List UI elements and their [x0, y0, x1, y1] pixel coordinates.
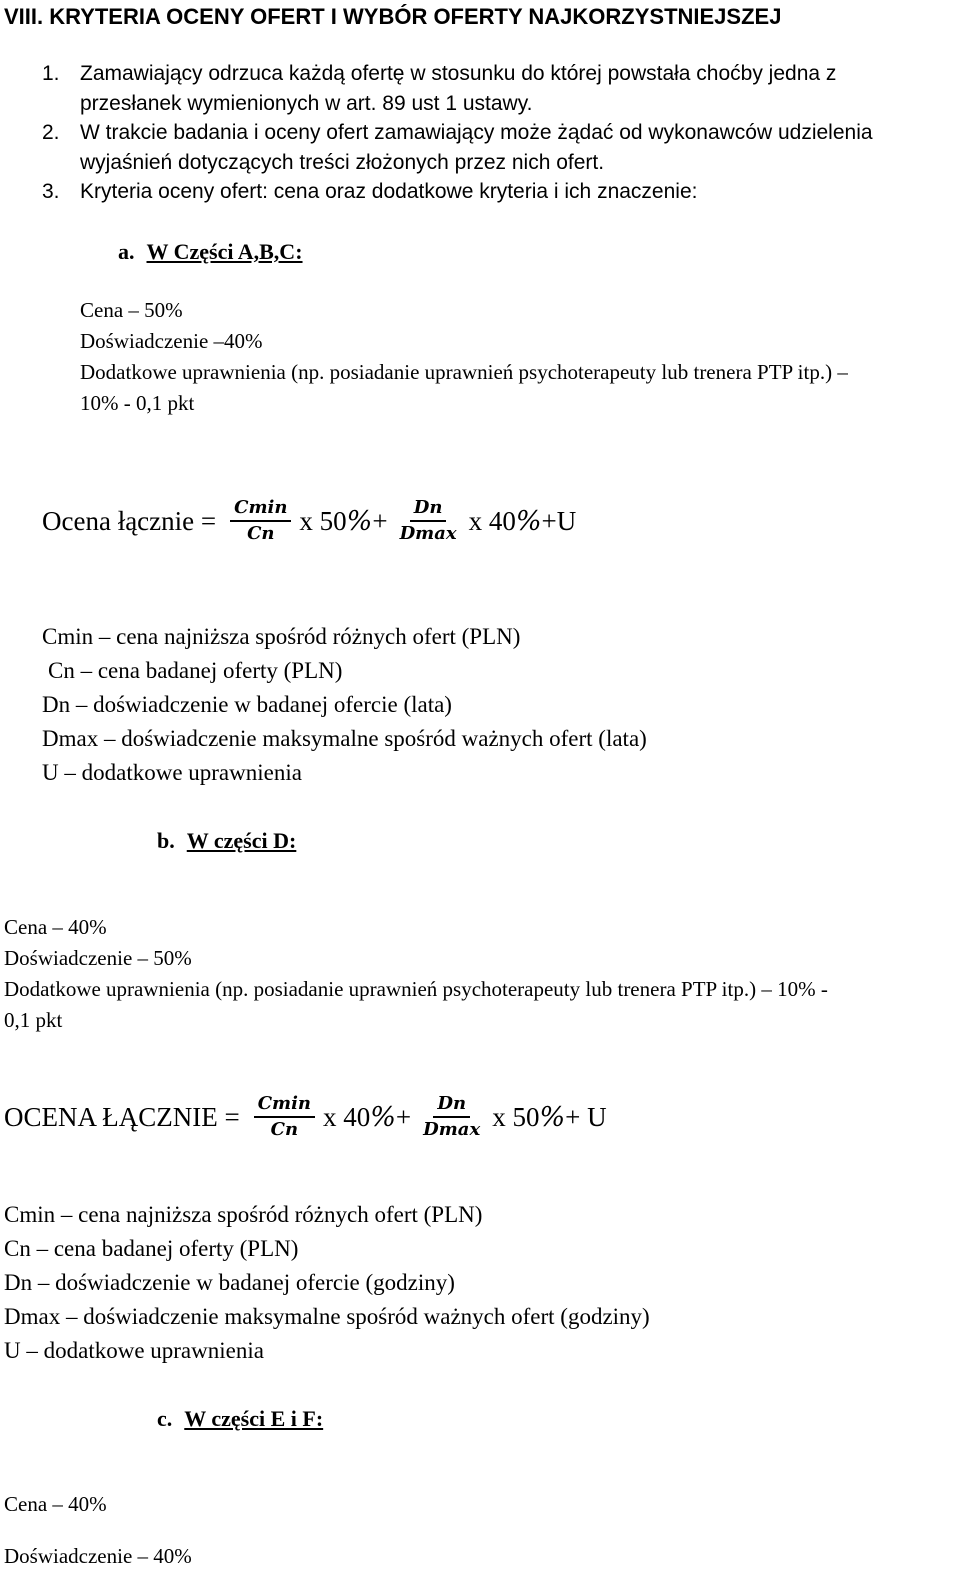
fraction-numerator: Dn — [410, 499, 447, 522]
percent-sign: % — [370, 1101, 396, 1133]
formula-multiplier: x 50 — [299, 505, 347, 536]
fraction-price — [230, 499, 291, 543]
legend-line: Cn – cena badanej oferty (PLN) — [4, 1236, 299, 1261]
fraction-experience — [419, 1095, 484, 1139]
criterion-experience: Doświadczenie – 40% — [4, 1544, 192, 1568]
list-item-line: przesłanek wymienionych w art. 89 ust 1 ustawy. — [80, 92, 533, 115]
list-number: 1. — [42, 62, 60, 85]
formula-end: +U — [541, 505, 577, 536]
criterion-price: Cena – 50% — [80, 298, 183, 322]
score-formula-b — [4, 1088, 607, 1146]
legend-line: Dn – doświadczenie w badanej ofercie (godziny) — [4, 1270, 455, 1295]
criterion-experience: Doświadczenie –40% — [80, 329, 263, 353]
percent-sign: % — [346, 505, 373, 537]
subsection-letter: b. — [157, 828, 175, 853]
list-number: 2. — [42, 121, 60, 144]
list-number: 3. — [42, 180, 60, 203]
fraction-denominator: Cn — [247, 523, 275, 544]
legend-line: U – dodatkowe uprawnienia — [4, 1338, 264, 1363]
fraction-numerator: Cmin — [254, 1095, 315, 1118]
subsection-letter: c. — [157, 1406, 173, 1431]
legend-line: Dn – doświadczenie w badanej ofercie (lata) — [42, 692, 452, 717]
formula-label: Ocena łącznie = — [42, 505, 217, 536]
percent-sign: % — [539, 1101, 566, 1133]
legend-line: Dmax – doświadczenie maksymalne spośród ważnych ofert (lata) — [42, 726, 647, 751]
formula-multiplier: x 40 — [323, 1101, 371, 1132]
fraction-denominator: Cn — [270, 1119, 299, 1140]
legend-line: Dmax – doświadczenie maksymalne spośród ważnych ofert (godziny) — [4, 1304, 650, 1329]
formula-plus: + — [395, 1101, 412, 1132]
fraction-numerator: Dn — [433, 1095, 470, 1118]
list-item-line: Zamawiający odrzuca każdą ofertę w stosunku do której powstała choćby jedna z — [80, 62, 837, 85]
criterion-additional: Dodatkowe uprawnienia (np. posiadanie uprawnień psychoterapeuty lub trenera PTP itp.) – 10% - — [4, 977, 828, 1001]
legend-line: Cmin – cena najniższa spośród różnych ofert (PLN) — [4, 1202, 483, 1227]
subsection-title: W części D: — [186, 828, 297, 853]
legend-line: U – dodatkowe uprawnienia — [42, 760, 302, 785]
fraction-denominator: Dmax — [423, 1119, 481, 1140]
formula-multiplier: x 50 — [492, 1101, 540, 1132]
criterion-additional: Dodatkowe uprawnienia (np. posiadanie uprawnień psychoterapeuty lub trenera PTP itp.) – — [80, 360, 848, 384]
fraction-price — [254, 1095, 315, 1139]
criterion-additional-cont: 0,1 pkt — [4, 1008, 63, 1032]
subsection-title: W części E i F: — [184, 1406, 324, 1431]
legend-line: Cn – cena badanej oferty (PLN) — [48, 658, 343, 683]
percent-sign: % — [515, 505, 542, 537]
criterion-experience: Doświadczenie – 50% — [4, 946, 192, 970]
fraction-experience — [396, 499, 461, 543]
subsection-heading-c — [157, 1406, 323, 1432]
formula-end: + U — [565, 1101, 607, 1132]
criterion-price: Cena – 40% — [4, 915, 107, 939]
formula-multiplier: x 40 — [468, 505, 516, 536]
fraction-denominator: Dmax — [399, 523, 457, 544]
legend-line: Cmin – cena najniższa spośród różnych ofert (PLN) — [42, 624, 521, 649]
fraction-numerator: Cmin — [230, 499, 291, 522]
subsection-letter: a. — [118, 239, 135, 264]
formula-plus: + — [372, 505, 388, 536]
score-formula-a — [42, 492, 576, 550]
criterion-additional-cont: 10% - 0,1 pkt — [80, 391, 195, 415]
list-item-line: Kryteria oceny ofert: cena oraz dodatkowe kryteria i ich znaczenie: — [80, 180, 698, 203]
section-heading: VIII. KRYTERIA OCENY OFERT I WYBÓR OFERTY NAJKORZYSTNIEJSZEJ — [4, 4, 782, 29]
criterion-price: Cena – 40% — [4, 1492, 107, 1516]
subsection-heading-a — [118, 239, 303, 265]
subsection-heading-b — [157, 828, 296, 854]
list-item-line: W trakcie badania i oceny ofert zamawiający może żądać od wykonawców udzielenia — [80, 121, 873, 144]
subsection-title: W Części A,B,C: — [146, 239, 303, 264]
list-item-line: wyjaśnień dotyczących treści złożonych przez nich ofert. — [80, 151, 605, 174]
formula-label: OCENA ŁĄCZNIE = — [4, 1101, 240, 1132]
